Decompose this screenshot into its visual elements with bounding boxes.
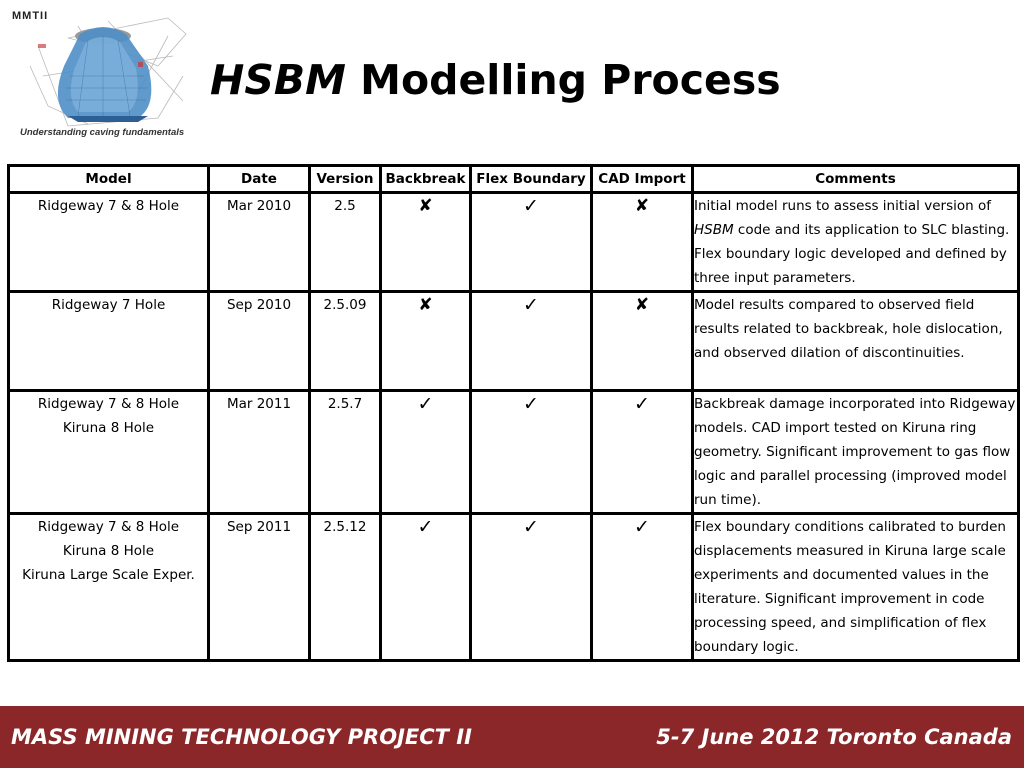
footer-bar [0, 706, 1024, 768]
cave-model-icon [8, 6, 190, 146]
checkmark-icon: ✓ [417, 516, 434, 538]
date-cell: Mar 2011 [209, 391, 310, 514]
logo-tagline: Understanding caving fundamentals [20, 127, 185, 138]
comment-cell [693, 292, 1019, 391]
cad-import-cell [592, 193, 693, 292]
backbreak-cell [381, 514, 471, 661]
cad-import-cell [592, 391, 693, 514]
comment-cell [693, 514, 1019, 661]
checkmark-icon: ✓ [523, 294, 539, 316]
comment-text-continued: code and its application to SLC blasting. Flex boundary logic developed and defined by three input parameters. [694, 222, 1010, 286]
table-row [9, 391, 1019, 514]
title-rest: Modelling Process [345, 56, 781, 104]
checkmark-icon: ✓ [523, 393, 539, 415]
flex-boundary-cell [471, 292, 592, 391]
checkmark-icon: ✓ [634, 516, 650, 538]
date-cell: Mar 2010 [209, 193, 310, 292]
comment-text: Initial model runs to assess initial version of [694, 198, 991, 214]
page-title [210, 56, 781, 104]
checkmark-icon: ✓ [417, 393, 434, 415]
comment-emphasis: HSBM [694, 222, 734, 238]
table-body [9, 193, 1019, 661]
column-header: Backbreak [381, 166, 471, 193]
modelling-process-table [7, 164, 1020, 662]
flex-boundary-cell [471, 391, 592, 514]
backbreak-cell [381, 391, 471, 514]
column-header: Flex Boundary [471, 166, 592, 193]
cross-icon: ✘ [634, 295, 650, 315]
backbreak-cell [381, 292, 471, 391]
checkmark-icon: ✓ [523, 516, 539, 538]
date-cell: Sep 2010 [209, 292, 310, 391]
model-name: Kiruna 8 Hole [62, 420, 155, 436]
table-row [9, 292, 1019, 391]
column-header: Date [209, 166, 310, 193]
version-cell: 2.5 [310, 193, 381, 292]
table-header-row [9, 166, 1019, 193]
model-name: Ridgeway 7 & 8 Hole [37, 198, 180, 214]
cross-icon: ✘ [418, 196, 433, 216]
table-row [9, 193, 1019, 292]
comment-cell [693, 193, 1019, 292]
table-row [9, 514, 1019, 661]
date-cell: Sep 2011 [209, 514, 310, 661]
column-header: Model [9, 166, 209, 193]
model-name: Kiruna Large Scale Exper. [22, 567, 195, 583]
footer-event-date-location: 5-7 June 2012 Toronto Canada [656, 725, 1012, 749]
comment-text: Backbreak damage incorporated into Ridgeway models. CAD import tested on Kiruna ring geometry. Significant improvement to gas flow logic and parallel processing (improved model run time). [694, 396, 1016, 508]
title-italic: HSBM [210, 56, 346, 104]
model-cell [9, 514, 209, 661]
cross-icon: ✘ [418, 295, 433, 315]
cad-import-cell [592, 514, 693, 661]
model-cell [9, 292, 209, 391]
logo [8, 6, 190, 146]
version-cell: 2.5.09 [310, 292, 381, 391]
flex-boundary-cell [471, 193, 592, 292]
footer-project-title: MASS MINING TECHNOLOGY PROJECT II [11, 725, 472, 749]
cad-import-cell [592, 292, 693, 391]
model-name: Kiruna 8 Hole [62, 543, 155, 559]
checkmark-icon: ✓ [523, 195, 539, 217]
column-header: CAD Import [592, 166, 693, 193]
comment-text: Model results compared to observed field results related to backbreak, hole dislocation, and observed dilation of discontinuities. [694, 297, 1003, 361]
version-cell: 2.5.7 [310, 391, 381, 514]
version-cell: 2.5.12 [310, 514, 381, 661]
model-cell [9, 391, 209, 514]
comment-text: Flex boundary conditions calibrated to burden displacements measured in Kiruna large scale experiments and documented values in the literature. Significant improvement in code processing speed, and simplification of flex boundary logic. [694, 519, 1006, 655]
backbreak-cell [381, 193, 471, 292]
model-cell [9, 193, 209, 292]
logo-text: MMTII [12, 10, 49, 22]
model-name: Ridgeway 7 Hole [51, 297, 166, 313]
column-header: Version [310, 166, 381, 193]
model-name: Ridgeway 7 & 8 Hole [37, 519, 180, 535]
comment-cell [693, 391, 1019, 514]
column-header: Comments [693, 166, 1019, 193]
cross-icon: ✘ [634, 196, 650, 216]
flex-boundary-cell [471, 514, 592, 661]
checkmark-icon: ✓ [634, 393, 650, 415]
model-name: Ridgeway 7 & 8 Hole [37, 396, 180, 412]
